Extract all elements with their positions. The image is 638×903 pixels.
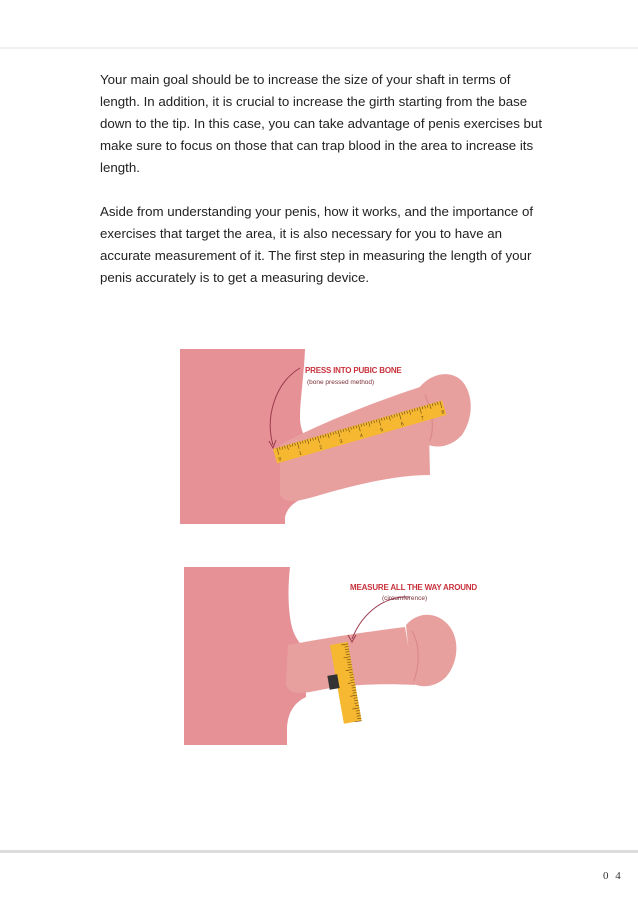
glans-bottom xyxy=(406,615,456,686)
ruler-number: 8 xyxy=(440,409,446,416)
measurement-illustration xyxy=(180,345,480,755)
ruler-number: 7 xyxy=(420,415,425,422)
ruler-number: 6 xyxy=(400,421,405,428)
header-divider xyxy=(0,47,638,49)
footer-divider xyxy=(0,850,638,853)
length-subtitle: (bone pressed method) xyxy=(307,379,375,386)
page-number: 0 4 xyxy=(603,870,623,882)
ruler-number: 4 xyxy=(359,432,364,440)
paragraph-2: Aside from understanding your penis, how it works, and the importance of exercises that target the area, it is also necessary for you to have an accurate measurement of it. The first step in measuring the length of your penis accurately is to get a measuring device. xyxy=(100,204,534,285)
length-title: PRESS INTO PUBIC BONE xyxy=(305,366,402,375)
ruler-number: 2 xyxy=(318,444,323,452)
body-text xyxy=(100,69,550,311)
length-diagram xyxy=(180,349,471,524)
ruler-number: 3 xyxy=(339,438,344,446)
ruler-number: 0 xyxy=(277,456,283,463)
ruler-number: 5 xyxy=(379,426,385,434)
girth-title: MEASURE ALL THE WAY AROUND xyxy=(350,583,477,592)
ruler-number: 1 xyxy=(298,450,303,457)
girth-diagram xyxy=(184,567,477,745)
girth-subtitle: (circumference) xyxy=(382,595,428,602)
paragraph-1: Your main goal should be to increase the size of your shaft in terms of length. In addition, it is crucial to increase the girth starting from the base down to the tip. In this case, you can take advantage of penis exercises but make sure to focus on those that can trap blood in the area to increase its length. xyxy=(100,72,543,175)
